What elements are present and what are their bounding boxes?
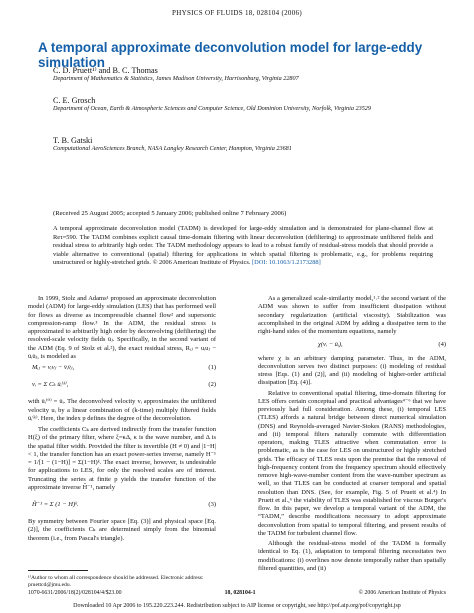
author-affiliation: Computational AeroSciences Branch, NASA Langley Research Center, Hampton, Virginia 23681 xyxy=(53,145,292,152)
author-block-3 xyxy=(53,136,453,152)
paragraph: As a generalized scale-similarity model,¹˒² the second variant of the ADM was shown to suffer from insufficient dissipation without secondary regularization (artificial viscosity). Stabilization was accomplished in the original ADM by adding a dissipative term to the right-hand sides of the momentum equations, namely xyxy=(258,295,446,335)
equation-2 xyxy=(28,375,216,395)
equation-text: H̃⁻¹ = Σ (1 − H)ᵏ. xyxy=(32,500,79,508)
page-footer xyxy=(28,590,446,596)
paragraph: The coefficients Cₖ are derived indirectly from the transfer function H(ξ) of the primary filter, where ξ=κΔ, κ is the wave number, and Δ is the spatial filter width. Provided the filter is invertible (H ≠ 0) and |1−H| < 1, the transfer function has an exact power-series inverse, namely H⁻¹ = 1/[1 − (1−H)] = Σ(1−H)ᵏ. The exact inverse, however, is undesirable for applications to LES, for only the resolved scales are of interest. Truncating the series at finite p yields the transfer function of the approximate inverse H̃⁻¹, namely xyxy=(28,426,216,491)
equation-text: χ(vᵢ − ūᵢ), xyxy=(318,341,343,349)
equation-number: (2) xyxy=(208,381,216,389)
footer-page-number: 18, 028104-1 xyxy=(224,590,256,596)
paper-title: A temporal approximate deconvolution model for large-eddy simulation xyxy=(38,40,423,70)
footer-left: 1070-6631/2006/18(2)/028104/4/$23.00 xyxy=(28,590,122,596)
equation-text: Mᵢⱼ = vᵢvⱼ − v̄ᵢv̄ⱼ, xyxy=(32,364,75,371)
equation-1 xyxy=(28,364,216,372)
equation-4 xyxy=(258,341,446,349)
received-dates: (Received 25 August 2005; accepted 5 January 2006; published online 7 February 2006) xyxy=(53,210,287,217)
equation-number: (4) xyxy=(438,341,446,349)
abstract-text: A temporal approximate deconvolution model (TADM) is developed for large-eddy simulation and is demonstrated for plane-channel flow at Reτ=590. The TADM combines explicit causal time-domain filtering with linear deconvolution (defiltering) to approximate unfiltered fields and residual stress to arbitrarily high order. The TADM methodology appears to lead to a robust family of residual-stress models that should provide a viable alternative to conventional (spatial) filtering for applications in which spatial filtering is problematic, e.g., for problems requiring unstructured or highly-stretched grids. © 2006 American Institute of Physics. xyxy=(53,225,433,266)
author-affiliation: Department of Mathematics & Statistics, James Madison University, Harrisonburg, Virginia 22807 xyxy=(53,75,299,82)
equation-number: (1) xyxy=(208,364,216,371)
equation-text: vᵢ = Σ Cₖ ūᵢ⁽ᵏ⁾, xyxy=(32,381,69,389)
footer-right: © 2006 American Institute of Physics xyxy=(358,590,446,596)
author-names: C. D. Pruett¹⁾ and B. C. Thomas xyxy=(53,66,158,75)
author-names: T. B. Gatski xyxy=(53,136,93,145)
left-column xyxy=(28,295,216,543)
author-block-1 xyxy=(53,66,453,82)
equation-3 xyxy=(28,495,216,515)
author-names: C. E. Grosch xyxy=(53,96,96,105)
equation-number: (3) xyxy=(208,500,216,508)
paragraph: where χ is an arbitrary damping parameter. Thus, in the ADM, deconvolution serves two distinct purposes: (i) modeling of residual stress [Eqs. (1) and (2)], and (ii) modeling of higher-order artificial dissipation [Eq. (4)]. xyxy=(258,354,446,387)
footnote-rule xyxy=(28,570,88,571)
running-head: PHYSICS OF FLUIDS 18, 028104 (2006) xyxy=(172,9,302,17)
paragraph: Although the residual-stress model of the TADM is formally identical to Eq. (1), adaptation to temporal filtering necessitates two modifications: (i) overlines now denote temporally rather than spatially filtered quantities, and (ii) xyxy=(258,540,446,572)
footnote: ¹⁾Author to whom all correspondence should be addressed. Electronic address: pruettcd@jmu.edu. xyxy=(28,575,204,588)
author-block-2 xyxy=(53,96,453,112)
right-column xyxy=(258,295,446,573)
paragraph: Relative to conventional spatial filtering, time-domain filtering for LES offers certain conceptual and practical advantages⁴⁻⁶ that we have previously had full consideration. Among these, (i) temporal LES (TLES) affords a natural bridge between direct numerical simulation (DNS) and Reynolds-averaged Navier-Stokes (RANS) methodologies, and (ii) temporal filters naturally commute with differentiation operators, making TLES attractive when commutation error is problematic, as is the case for LES on unstructured or highly stretched grids. The efficacy of TLES rests upon the premise that the removal of high-frequency content from the frequency spectrum should effectively remove high-wave-number content from the wave-number spectrum as well, so that TLES can be conducted at coarser temporal and spatial resolution than DNS. (See, for example, Fig. 5 of Pruett et al.⁴) In Pruett et al.,⁶ the viability of TLES was established for viscous Burger's flow. In this paper, we develop a temporal variant of the ADM, the “TADM,” describe modifications necessary to adopt approximate deconvolution from spatial to temporal filtering, and present results of the TADM for turbulent channel flow. xyxy=(258,389,446,537)
abstract xyxy=(53,225,433,268)
author-affiliation: Department of Ocean, Earth & Atmospheric Sciences and Computer Science, Old Dominion University, Norfolk, Virginia 23529 xyxy=(53,105,371,112)
paragraph: with ūᵢ⁽⁰⁾ = ūᵢ. The deconvolved velocity vᵢ approximates the unfiltered velocity uᵢ by a linear combination of (k-time) multiply filtered fields ūᵢ⁽ᵏ⁾. Here, the index p defines the degree of the deconvolution. xyxy=(28,398,216,422)
doi-link[interactable]: [DOI: 10.1063/1.2173288] xyxy=(252,259,321,266)
paragraph: By symmetry between Fourier space [Eq. (3)] and physical space [Eq. (2)], the coefficients Cₖ are determined simply from the binomial theorem (i.e., from Pascal's triangle). xyxy=(28,518,216,542)
download-notice: Downloaded 10 Apr 2006 to 195.220.223.244. Redistribution subject to AIP license or copyright, see http://pof.aip.org/pof/copyright.jsp xyxy=(73,603,401,609)
paragraph: In 1999, Stolz and Adams¹ proposed an approximate deconvolution model (ADM) for large-eddy simulation (LES) that has performed well for flows as diverse as incompressible channel flow² and supersonic compression-ramp flow.³ In the ADM, the residual stress is approximated to arbitrarily high order by deconvolving (defiltering) the resolved-scale velocity fields ūⱼ. Specifically, in the second variant of the ADM (Eq. 9 of Stolz et al.²), the exact residual stress, Rᵢⱼ = uᵢuⱼ − ūᵢūⱼ, is modeled as xyxy=(28,295,216,360)
